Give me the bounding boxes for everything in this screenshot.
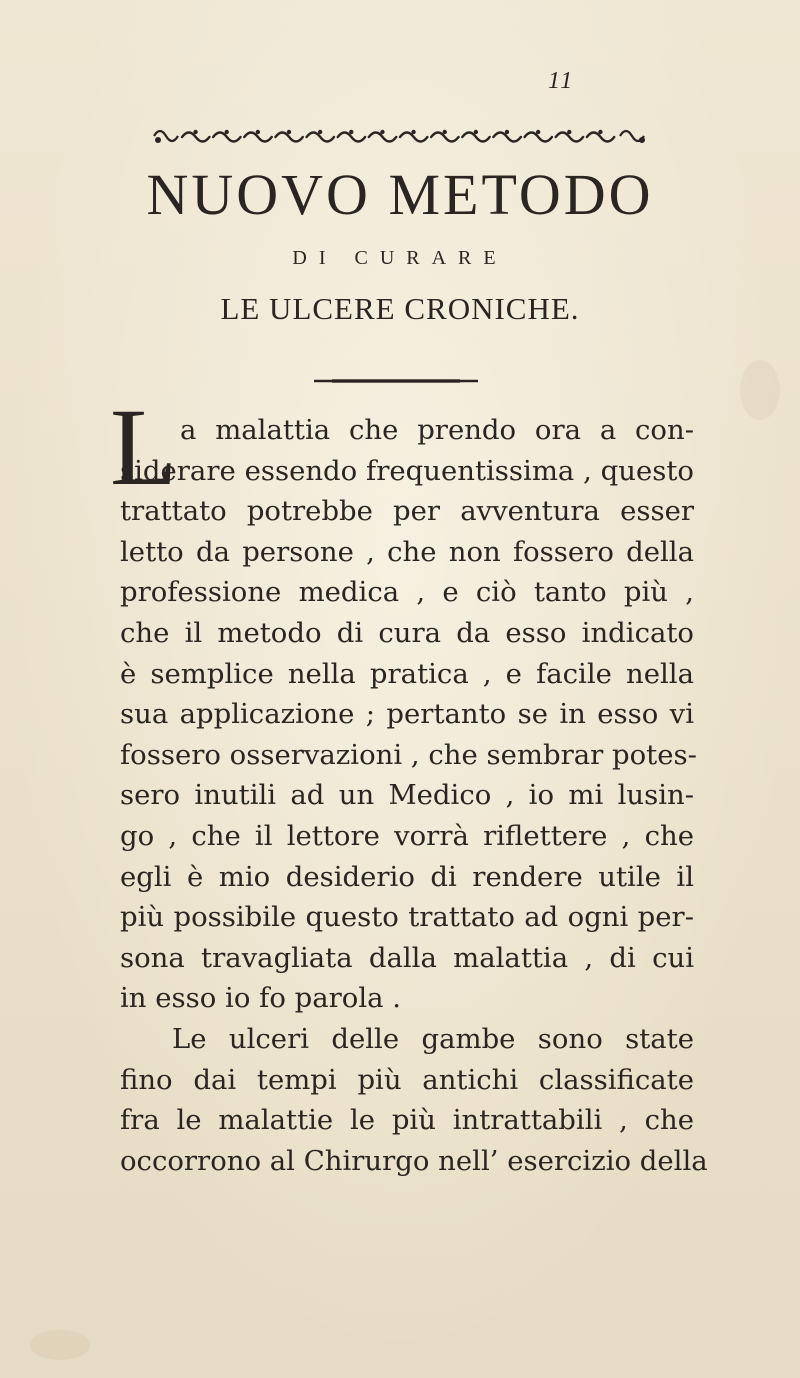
ornament-dot xyxy=(349,130,353,134)
ornament-dot xyxy=(225,130,229,134)
text-line: egli è mio desiderio di rendere utile il xyxy=(120,860,694,893)
page-number: 11 xyxy=(548,68,575,94)
text-line: letto da persone , che non fossero della xyxy=(120,535,694,568)
page-title: NUOVO METODO xyxy=(146,162,654,227)
text-line: fossero osservazioni , che sembrar potes- xyxy=(120,738,697,771)
drop-cap: L xyxy=(110,386,178,508)
text-line: fino dai tempi più antichi classificate xyxy=(120,1063,694,1096)
decorative-border-ornament xyxy=(150,122,650,150)
text-line: siderare essendo frequentissima , questo xyxy=(120,454,694,487)
text-line: occorrono al Chirurgo nell’ esercizio della xyxy=(120,1144,708,1177)
paper-stain xyxy=(740,360,780,420)
text-line: sona travagliata dalla malattia , di cui xyxy=(120,941,694,974)
paper-stain xyxy=(30,1330,90,1360)
ornament-dot xyxy=(443,130,447,134)
ornament-dot xyxy=(193,130,197,134)
ornament-dot xyxy=(318,130,322,134)
ornament-dot xyxy=(411,130,415,134)
ornament-dot xyxy=(567,130,571,134)
text-line: sero inutili ad un Medico , io mi lusin- xyxy=(120,779,694,812)
text-line: è semplice nella pratica , e facile nella xyxy=(120,657,694,690)
text-line: professione medica , e ciò tanto più , xyxy=(120,576,694,609)
text-line: a malattia che prendo ora a con- xyxy=(180,414,694,446)
ornament-dot xyxy=(598,130,602,134)
text-line: fra le malattie le più intrattabili , che xyxy=(120,1104,694,1137)
subtitle-2: LE ULCERE CRONICHE. xyxy=(220,291,580,326)
text-line: trattato potrebbe per avventura esser xyxy=(120,495,694,528)
body-text xyxy=(120,410,708,1181)
decorative-rule xyxy=(312,378,480,384)
text-line: che il metodo di cura da esso indicato xyxy=(120,616,694,649)
subtitle: DI CURARE xyxy=(292,247,508,269)
text-line: Le ulceri delle gambe sono state xyxy=(172,1022,694,1055)
text-line: in esso io fo parola . xyxy=(120,982,401,1015)
ornament-dot xyxy=(474,130,478,134)
ornament-dot xyxy=(287,130,291,134)
ornament-dot xyxy=(505,130,509,134)
text-line: go , che il lettore vorrà riflettere , che xyxy=(120,819,694,852)
text-line: sua applicazione ; pertanto se in esso vi xyxy=(120,698,694,731)
ornament-dot xyxy=(256,130,260,134)
ornament-dot xyxy=(380,130,384,134)
text-line: più possibile questo trattato ad ogni per- xyxy=(120,901,694,934)
ornament-dot xyxy=(536,130,540,134)
